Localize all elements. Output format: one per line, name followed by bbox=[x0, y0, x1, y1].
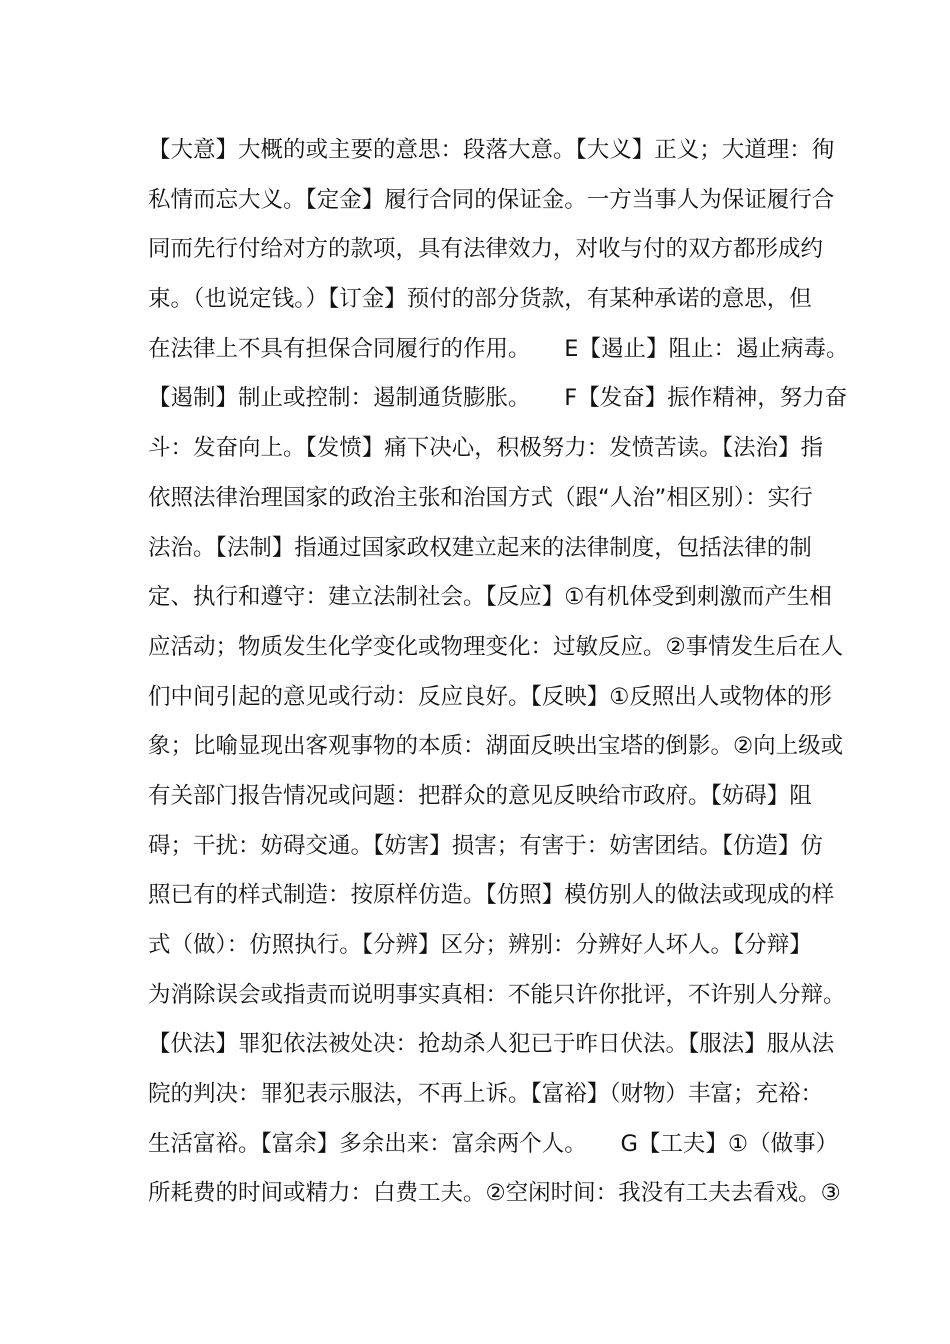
text-line: 们中间引起的意见或行动：反应良好。【反映】①反照出人或物体的形 bbox=[148, 683, 832, 710]
text-line: 有关部门报告情况或问题：把群众的意见反映给市政府。【妨碍】阻 bbox=[148, 782, 812, 809]
dictionary-text-block bbox=[148, 126, 848, 1219]
text-line: 为消除误会或指责而说明事实真相：不能只许你批评，不许别人分辩。 bbox=[148, 981, 846, 1008]
text-line: 私情而忘大义。【定金】履行合同的保证金。一方当事人为保证履行合 bbox=[148, 186, 835, 213]
text-line: 应活动；物质发生化学变化或物理变化：过敏反应。②事情发生后在人 bbox=[148, 633, 844, 660]
text-line: 碍；干扰：妨碍交通。【妨害】损害；有害于：妨害团结。【仿造】仿 bbox=[148, 832, 824, 859]
text-line: 照已有的样式制造：按原样仿造。【仿照】模仿别人的做法或现成的样 bbox=[148, 882, 835, 909]
text-line: 依照法律治理国家的政治主张和治国方式（跟“人治”相区别）：实行 bbox=[148, 484, 813, 511]
text-line: 同而先行付给对方的款项，具有法律效力，对收与付的双方都形成约 bbox=[148, 236, 824, 263]
text-line: 【遏制】制止或控制：遏制通货膨胀。 F【发奋】振作精神，努力奋 bbox=[148, 385, 848, 412]
text-line: 定、执行和遵守：建立法制社会。【反应】①有机体受到刺激而产生相 bbox=[148, 584, 832, 611]
text-line: 式（做）：仿照执行。【分辨】区分；辨别：分辨好人坏人。【分辩】 bbox=[148, 932, 812, 958]
text-line: 法治。【法制】指通过国家政权建立起来的法律制度，包括法律的制 bbox=[148, 534, 812, 561]
text-line: 束。（也说定钱。）【订金】预付的部分货款，有某种承诺的意思，但 bbox=[148, 286, 812, 313]
text-line: 象；比喻显现出客观事物的本质：湖面反映出宝塔的倒影。②向上级或 bbox=[148, 733, 844, 760]
text-line: 生活富裕。【富余】多余出来：富余两个人。 G【工夫】①（做事） bbox=[148, 1130, 839, 1157]
text-line: 【大意】大概的或主要的意思：段落大意。【大义】正义；大道理：徇 bbox=[148, 137, 835, 163]
text-line: 在法律上不具有担保合同履行的作用。 E【遏止】阻止：遏止病毒。 bbox=[148, 335, 849, 362]
text-line: 院的判决：罪犯表示服法，不再上诉。【富裕】（财物）丰富；充裕： bbox=[148, 1081, 824, 1108]
text-line: 斗：发奋向上。【发愤】痛下决心，积极努力：发愤苦读。【法治】指 bbox=[148, 435, 824, 462]
text-line: 【伏法】罪犯依法被处决：抢劫杀人犯已于昨日伏法。【服法】服从法 bbox=[148, 1031, 835, 1058]
text-line: 所耗费的时间或精力：白费工夫。②空闲时间：我没有工夫去看戏。③ bbox=[148, 1180, 841, 1207]
